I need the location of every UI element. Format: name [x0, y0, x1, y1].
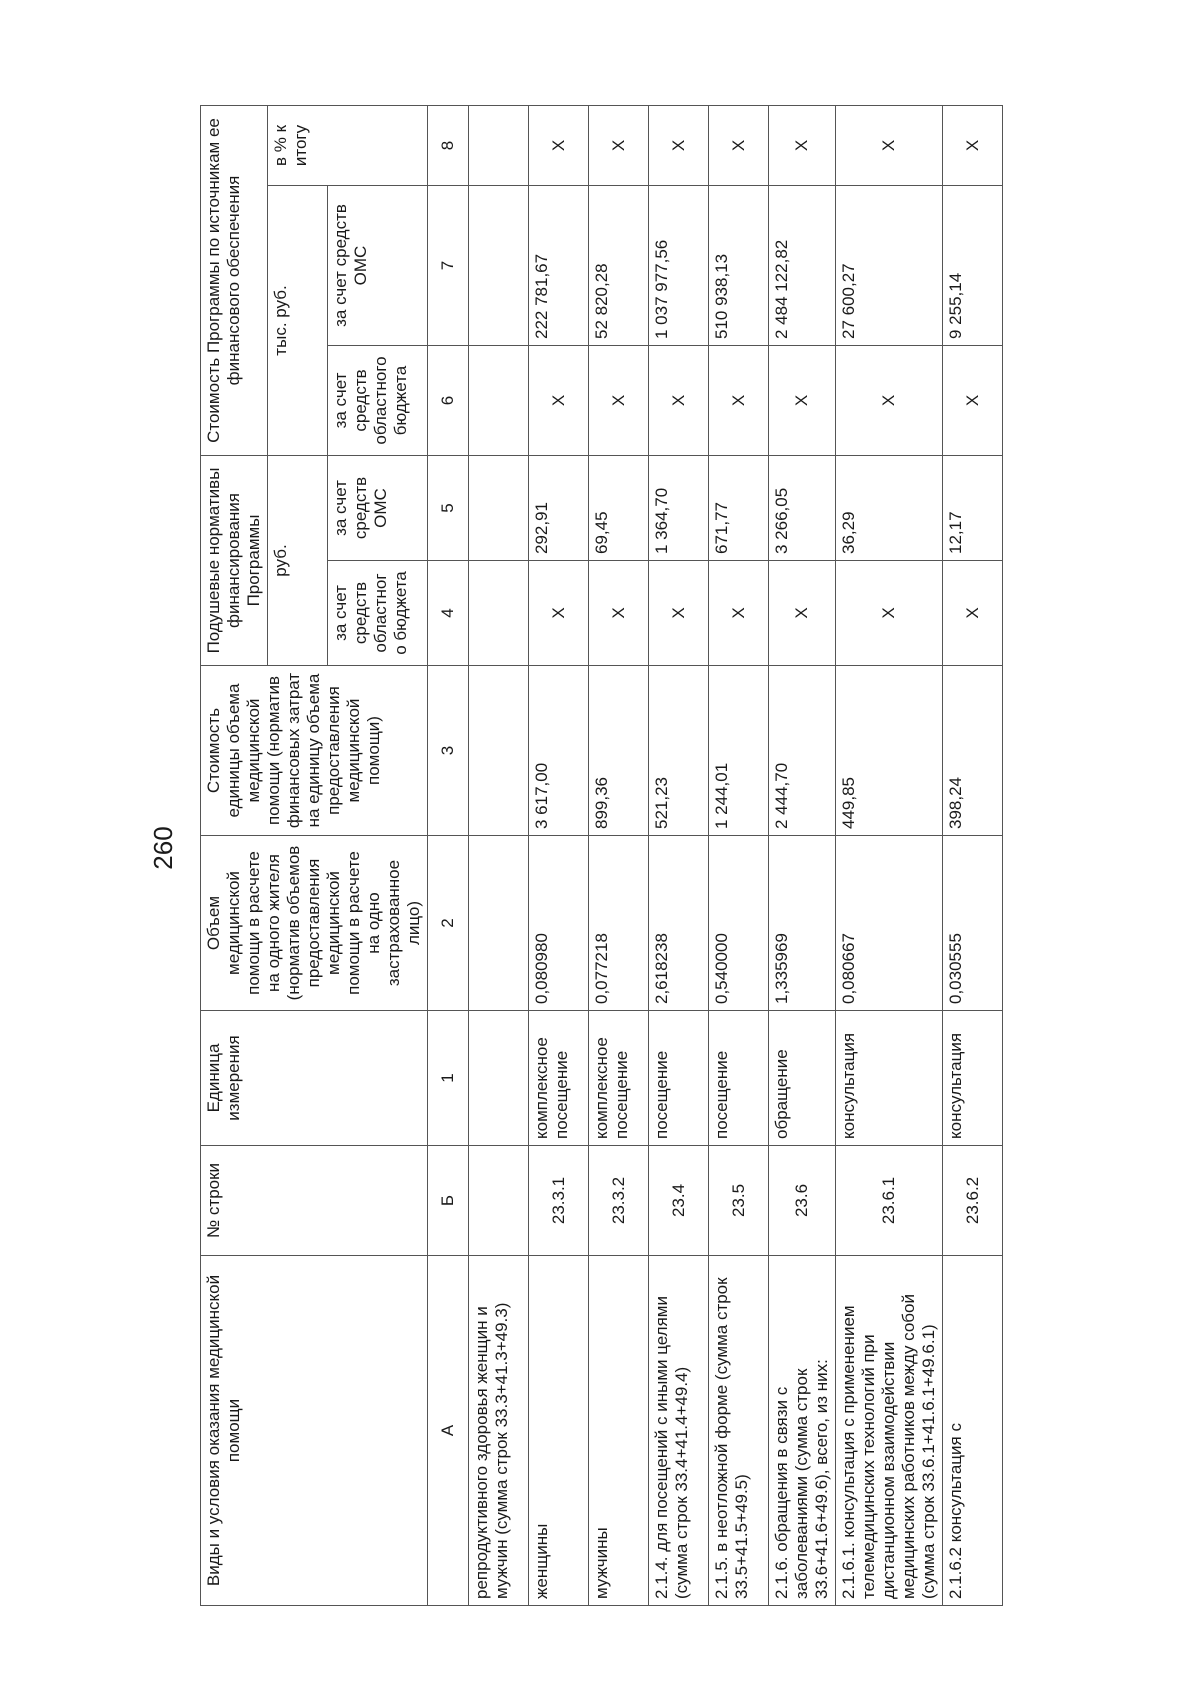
row-percent: X — [836, 105, 943, 185]
row-description: 2.1.6.1. консультация с применением телемедицинских технологий при дистанционном взаимодействии медицинских работников между собой (сумма строк 33.6.1+41.6.1+49.6.1) — [836, 1256, 943, 1606]
table-row — [649, 105, 709, 1605]
header-col-5: за счет средств ОМС — [328, 456, 428, 561]
row-cost-oms: 1 037 977,56 — [649, 186, 709, 346]
row-norm-oms — [469, 456, 529, 561]
row-cost-regional: X — [529, 346, 589, 456]
row-percent: X — [589, 105, 649, 185]
table-row — [469, 105, 529, 1605]
column-number: 1 — [428, 1011, 469, 1146]
header-rub: руб. — [268, 456, 328, 666]
row-norm-oms: 36,29 — [836, 456, 943, 561]
header-col-4: за счет средств областног о бюджета — [328, 561, 428, 666]
row-description: 2.1.4. для посещений с иными целями (сумма строк 33.4+41.4+49.4) — [649, 1256, 709, 1606]
rotated-table-container — [200, 106, 1160, 1606]
header-col-7: за счет средств ОМС — [328, 186, 428, 346]
row-unit: консультация — [943, 1011, 1003, 1146]
row-norm-oms: 3 266,05 — [769, 456, 836, 561]
row-cost-regional — [469, 346, 529, 456]
row-cost-oms: 9 255,14 — [943, 186, 1003, 346]
row-number: 23.3.1 — [529, 1146, 589, 1256]
row-volume: 0,077218 — [589, 836, 649, 1011]
column-number: А — [428, 1256, 469, 1606]
table-row — [589, 105, 649, 1605]
row-description: мужчины — [589, 1256, 649, 1606]
header-group-norm: Подушевые нормативы финансирования Программы — [201, 456, 268, 666]
row-norm-oms: 12,17 — [943, 456, 1003, 561]
row-norm-regional: X — [836, 561, 943, 666]
row-norm-regional: X — [529, 561, 589, 666]
row-description: 2.1.6. обращения в связи с заболеваниями (сумма строк 33.6+41.6+49.6), всего, из них: — [769, 1256, 836, 1606]
row-description: 2.1.6.2 консультация с — [943, 1256, 1003, 1606]
row-percent — [469, 105, 529, 185]
column-number-row — [428, 105, 469, 1605]
row-volume: 0,080980 — [529, 836, 589, 1011]
row-norm-regional: X — [769, 561, 836, 666]
row-norm-regional: X — [589, 561, 649, 666]
row-unit-cost: 899,36 — [589, 666, 649, 836]
table-row — [836, 105, 943, 1605]
row-norm-regional: X — [709, 561, 769, 666]
header-thous-rub: тыс. руб. — [268, 186, 328, 456]
row-cost-oms: 510 938,13 — [709, 186, 769, 346]
row-volume: 0,540000 — [709, 836, 769, 1011]
row-norm-oms: 292,91 — [529, 456, 589, 561]
header-col-8: в % к итогу — [268, 105, 428, 185]
financing-table — [200, 105, 1003, 1606]
row-percent: X — [943, 105, 1003, 185]
row-volume: 1,335969 — [769, 836, 836, 1011]
row-number: 23.6.1 — [836, 1146, 943, 1256]
column-number: 2 — [428, 836, 469, 1011]
row-number: 23.5 — [709, 1146, 769, 1256]
row-norm-regional: X — [649, 561, 709, 666]
table-row — [943, 105, 1003, 1605]
row-number: 23.6 — [769, 1146, 836, 1256]
row-number — [469, 1146, 529, 1256]
row-percent: X — [529, 105, 589, 185]
row-number: 23.4 — [649, 1146, 709, 1256]
column-number: 8 — [428, 105, 469, 185]
row-unit — [469, 1011, 529, 1146]
table-body — [469, 105, 1003, 1605]
page-number: 260 — [148, 826, 178, 870]
row-unit: посещение — [709, 1011, 769, 1146]
row-description: женщины — [529, 1256, 589, 1606]
header-col-2: Объем медицинской помощи в расчете на одного жителя (норматив объемов предоставления медицинской помощи в расчете на одно застрахованное лицо) — [201, 836, 428, 1011]
header-col-3: Стоимость единицы объема медицинской помощи (норматив финансовых затрат на единицу объема предоставления медицинской помощи) — [201, 666, 428, 836]
row-unit-cost: 449,85 — [836, 666, 943, 836]
column-number: 4 — [428, 561, 469, 666]
table-row — [709, 105, 769, 1605]
row-cost-regional: X — [709, 346, 769, 456]
row-unit: обращение — [769, 1011, 836, 1146]
table-row — [529, 105, 589, 1605]
row-description: репродуктивного здоровья женщин и мужчин (сумма строк 33.3+41.3+49.3) — [469, 1256, 529, 1606]
row-percent: X — [649, 105, 709, 185]
row-cost-regional: X — [836, 346, 943, 456]
row-volume — [469, 836, 529, 1011]
row-number: 23.3.2 — [589, 1146, 649, 1256]
row-unit-cost: 2 444,70 — [769, 666, 836, 836]
header-col-6: за счет средств областного бюджета — [328, 346, 428, 456]
column-number: 3 — [428, 666, 469, 836]
row-unit-cost: 398,24 — [943, 666, 1003, 836]
row-unit: консультация — [836, 1011, 943, 1146]
row-unit-cost: 3 617,00 — [529, 666, 589, 836]
row-cost-regional: X — [943, 346, 1003, 456]
row-description: 2.1.5. в неотложной форме (сумма строк 33.5+41.5+49.5) — [709, 1256, 769, 1606]
header-col-a: Виды и условия оказания медицинской помощи — [201, 1256, 428, 1606]
row-norm-regional — [469, 561, 529, 666]
row-cost-oms: 27 600,27 — [836, 186, 943, 346]
row-cost-oms: 222 781,67 — [529, 186, 589, 346]
row-number: 23.6.2 — [943, 1146, 1003, 1256]
row-unit: комплексное посещение — [529, 1011, 589, 1146]
row-cost-regional: X — [649, 346, 709, 456]
column-number: 7 — [428, 186, 469, 346]
row-unit-cost: 521,23 — [649, 666, 709, 836]
row-percent: X — [769, 105, 836, 185]
row-norm-oms: 1 364,70 — [649, 456, 709, 561]
header-group-cost: Стоимость Программы по источникам ее финансового обеспечения — [201, 105, 268, 455]
row-unit-cost — [469, 666, 529, 836]
column-number: 5 — [428, 456, 469, 561]
row-volume: 0,080667 — [836, 836, 943, 1011]
row-norm-oms: 671,77 — [709, 456, 769, 561]
header-col-b: № строки — [201, 1146, 428, 1256]
table-row — [769, 105, 836, 1605]
column-number: Б — [428, 1146, 469, 1256]
row-cost-oms: 2 484 122,82 — [769, 186, 836, 346]
row-cost-oms: 52 820,28 — [589, 186, 649, 346]
row-unit: посещение — [649, 1011, 709, 1146]
column-number: 6 — [428, 346, 469, 456]
row-cost-regional: X — [769, 346, 836, 456]
row-volume: 2,618238 — [649, 836, 709, 1011]
row-cost-regional: X — [589, 346, 649, 456]
row-norm-oms: 69,45 — [589, 456, 649, 561]
row-percent: X — [709, 105, 769, 185]
header-col-1: Единица измерения — [201, 1011, 428, 1146]
row-norm-regional: X — [943, 561, 1003, 666]
row-unit: комплексное посещение — [589, 1011, 649, 1146]
row-cost-oms — [469, 186, 529, 346]
row-volume: 0,030555 — [943, 836, 1003, 1011]
row-unit-cost: 1 244,01 — [709, 666, 769, 836]
